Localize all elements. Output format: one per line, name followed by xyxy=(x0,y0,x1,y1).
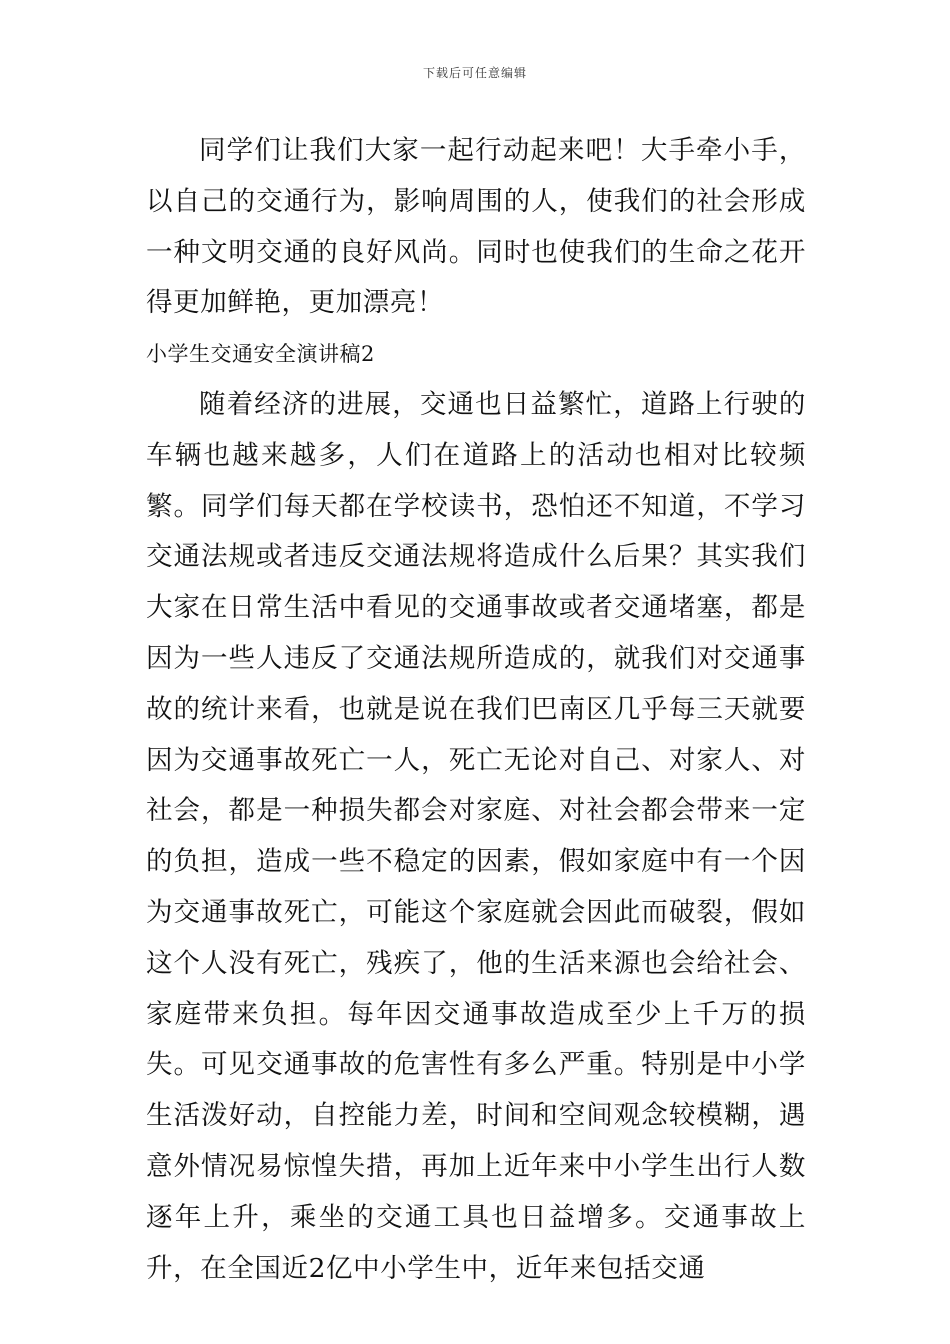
paragraph-closing: 同学们让我们大家一起行动起来吧！大手牵小手，以自己的交通行为，影响周围的人，使我们的社会形成一种文明交通的良好风尚。同时也使我们的生命之花开得更加鲜艳，更加漂亮！ xyxy=(146,135,806,319)
section-title: 小学生交通安全演讲稿2 xyxy=(146,342,375,367)
document-body xyxy=(146,126,806,1294)
paragraph-speech-2: 随着经济的进展，交通也日益繁忙，道路上行驶的车辆也越来越多，人们在道路上的活动也相对比较频繁。同学们每天都在学校读书，恐怕还不知道，不学习交通法规或者违反交通法规将造成什么后果？其实我们大家在日常生活中看见的交通事故或者交通堵塞，都是因为一些人违反了交通法规所造成的，就我们对交通事故的统计来看，也就是说在我们巴南区几乎每三天就要因为交通事故死亡一人，死亡无论对自己、对家人、对社会，都是一种损失都会对家庭、对社会都会带来一定的负担，造成一些不稳定的因素，假如家庭中有一个因为交通事故死亡，可能这个家庭就会因此而破裂，假如这个人没有死亡，残疾了，他的生活来源也会给社会、家庭带来负担。每年因交通事故造成至少上千万的损失。可见交通事故的危害性有多么严重。特别是中小学生活泼好动，自控能力差，时间和空间观念较模糊，遇意外情况易惊惶失措，再加上近年来中小学生出行人数逐年上升，乘坐的交通工具也日益增多。交通事故上升，在全国近2亿中小学生中，近年来包括交通 xyxy=(146,388,806,1284)
page-header-note: 下载后可任意编辑 xyxy=(422,66,527,80)
